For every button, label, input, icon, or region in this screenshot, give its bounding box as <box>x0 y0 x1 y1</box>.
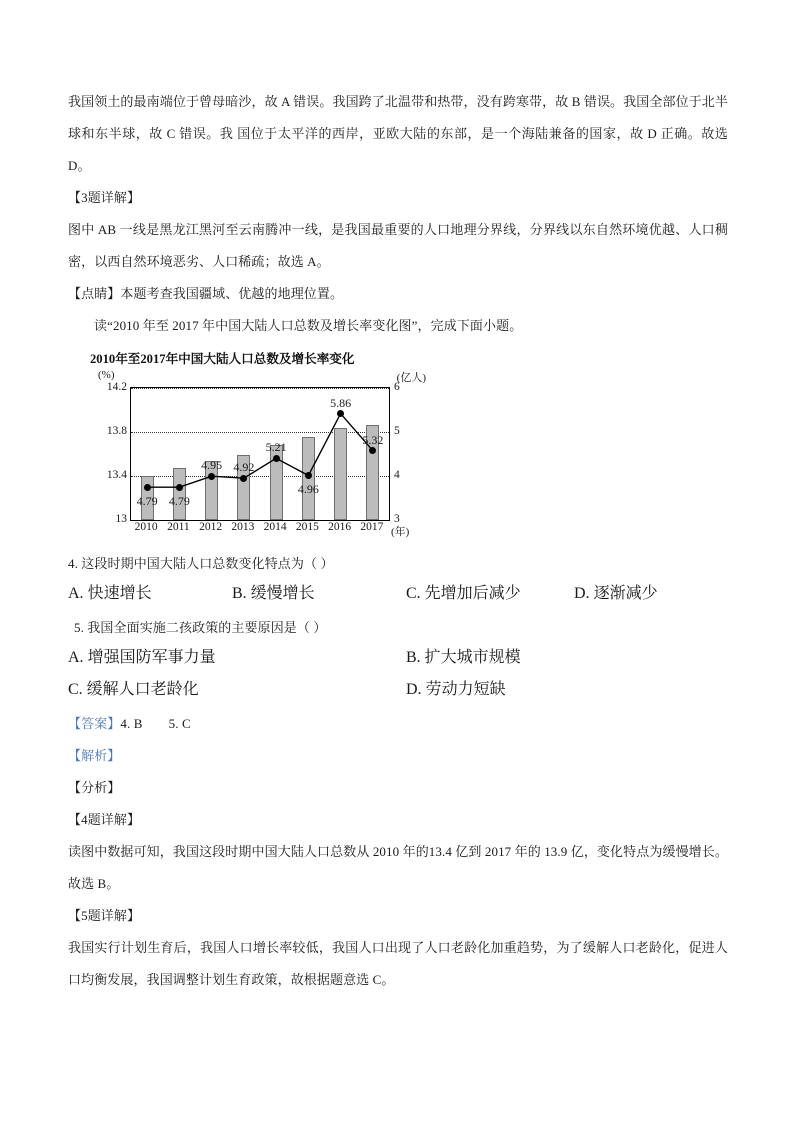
chart-x-label-2017: 2017 <box>360 521 384 533</box>
chart-left-tick: 13 <box>115 513 127 525</box>
paragraph-reading-prompt: 读“2010 年至 2017 年中国大陆人口总数及增长率变化图”，完成下面小题。 <box>94 318 523 333</box>
question-5-stem: 5. 我国全面实施二孩政策的主要原因是（ ） <box>74 620 327 635</box>
fenxi-label: 【分析】 <box>68 780 121 795</box>
chart-left-axis-unit: (%) <box>98 369 115 381</box>
q5-option-b[interactable] <box>406 644 521 667</box>
chart-x-label-2010: 2010 <box>134 521 158 533</box>
chart-left-tick: 13.8 <box>106 425 127 437</box>
chart-point-2014 <box>273 455 280 462</box>
chart-x-axis-unit: (年) <box>391 526 410 538</box>
paragraph-question3-detail: 图中 AB 一线是黑龙江黑河至云南腾冲一线，是我国最重要的人口地理分界线，分界线以东自然环境优越、人口稠密，以西自然环境恶劣、人口稀疏；故选 A。 <box>68 222 728 269</box>
heading-question3-detail: 【3题详解】 <box>68 190 141 205</box>
answer-value: 4. B 5. C <box>120 716 191 731</box>
paragraph-explanation-2: 我国领土的最南端位于曾母暗沙，故 A 错误。我国跨了北温带和热带，没有跨寒带，故 B 错误。我国全部位于北半球和东半球，故 C 错误。我 国位于太平洋的西岸，亚欧大陆的东部，是一个海陆兼备的国家，故 D 正确。故选 D。 <box>68 94 728 173</box>
chart-point-label-2015: 4.96 <box>297 482 319 497</box>
q4-option-b[interactable] <box>232 580 315 603</box>
q4-option-c[interactable] <box>406 580 521 603</box>
question5-detail-label: 【5题详解】 <box>68 908 141 923</box>
answer-line <box>68 708 728 740</box>
q4-option-b-key: B. <box>232 585 247 602</box>
chart-point-2015 <box>305 472 312 479</box>
chart-right-tick: 5 <box>394 425 400 437</box>
chart-plot-box <box>106 381 400 525</box>
chart-x-label-2011: 2011 <box>167 521 190 533</box>
question-4-stem: 4. 这段时期中国大陆人口总数变化特点为（ ） <box>68 556 334 571</box>
q5-option-b-label: 扩大城市规模 <box>424 649 521 666</box>
question4-detail-label: 【4题详解】 <box>68 812 141 827</box>
q4-option-c-label: 先增加后减少 <box>424 585 521 602</box>
chart-x-label-2013: 2013 <box>231 521 255 533</box>
q5-option-c-key: C. <box>68 681 83 698</box>
chart-x-label-2015: 2015 <box>295 521 319 533</box>
question4-detail-text: 读图中数据可知，我国这段时期中国大陆人口总数从 2010 年的13.4 亿到 2017 年的 13.9 亿，变化特点为缓慢增长。故选 B。 <box>68 844 728 891</box>
question-5-options-row1 <box>68 644 728 676</box>
chart-point-label-2016: 5.86 <box>330 395 352 410</box>
chart-right-tick: 6 <box>394 381 400 393</box>
chart-point-label-2010: 4.79 <box>136 494 158 509</box>
analysis-label: 【解析】 <box>68 748 121 763</box>
chart-title: 2010年至2017年中国大陆人口总数及增长率变化 <box>90 352 355 366</box>
chart-right-tick: 4 <box>394 469 400 481</box>
q4-option-a-label: 快速增长 <box>87 585 152 602</box>
q4-option-a-key: A. <box>68 585 84 602</box>
population-chart <box>86 348 426 544</box>
q5-option-a-key: A. <box>68 649 84 666</box>
chart-right-tick: 3 <box>394 513 400 525</box>
question-5-options-row2 <box>68 676 728 708</box>
q4-option-d-key: D. <box>574 585 590 602</box>
q4-option-a[interactable] <box>68 580 152 603</box>
q4-option-c-key: C. <box>406 585 421 602</box>
chart-point-label-2011: 4.79 <box>168 494 190 509</box>
q5-option-c-label: 缓解人口老龄化 <box>86 681 199 698</box>
chart-point-label-2017: 5.32 <box>362 432 384 447</box>
chart-left-tick: 13.4 <box>106 469 127 481</box>
q5-option-d-label: 劳动力短缺 <box>425 681 506 698</box>
chart-x-label-2012: 2012 <box>199 521 223 533</box>
question-4-options <box>68 580 728 612</box>
q5-option-b-key: B. <box>406 649 421 666</box>
chart-point-2011 <box>176 484 183 491</box>
chart-x-label-2014: 2014 <box>263 521 287 533</box>
chart-point-label-2013: 4.92 <box>233 460 255 475</box>
chart-left-tick: 14.2 <box>106 381 127 393</box>
document-content <box>68 86 728 996</box>
chart-point-label-2012: 4.95 <box>201 458 223 473</box>
q5-option-d-key: D. <box>406 681 422 698</box>
q5-option-a-label: 增强国防军事力量 <box>87 649 216 666</box>
q5-option-d[interactable] <box>406 676 506 699</box>
chart-x-label-2016: 2016 <box>328 521 352 533</box>
q4-option-b-label: 缓慢增长 <box>250 585 315 602</box>
chart-right-axis-unit: (亿人) <box>396 372 426 384</box>
chart-point-2010 <box>144 484 151 491</box>
q4-option-d[interactable] <box>574 580 658 603</box>
question5-detail-text: 我国实行计划生育后，我国人口增长率较低，我国人口出现了人口老龄化加重趋势，为了缓解人口老龄化，促进人口均衡发展，我国调整计划生育政策，故根据题意选 C。 <box>68 940 728 987</box>
answer-label: 【答案】 <box>68 716 121 731</box>
q5-option-a[interactable] <box>68 644 216 667</box>
q5-option-c[interactable] <box>68 676 199 699</box>
chart-point-label-2014: 5.21 <box>265 440 287 455</box>
chart-point-2012 <box>208 473 215 480</box>
q4-option-d-label: 逐渐减少 <box>593 585 658 602</box>
paragraph-dianjing: 【点睛】本题考查我国疆域、优越的地理位置。 <box>68 286 344 301</box>
chart-plot-area <box>86 369 426 541</box>
chart-x-axis-labels <box>130 521 388 541</box>
